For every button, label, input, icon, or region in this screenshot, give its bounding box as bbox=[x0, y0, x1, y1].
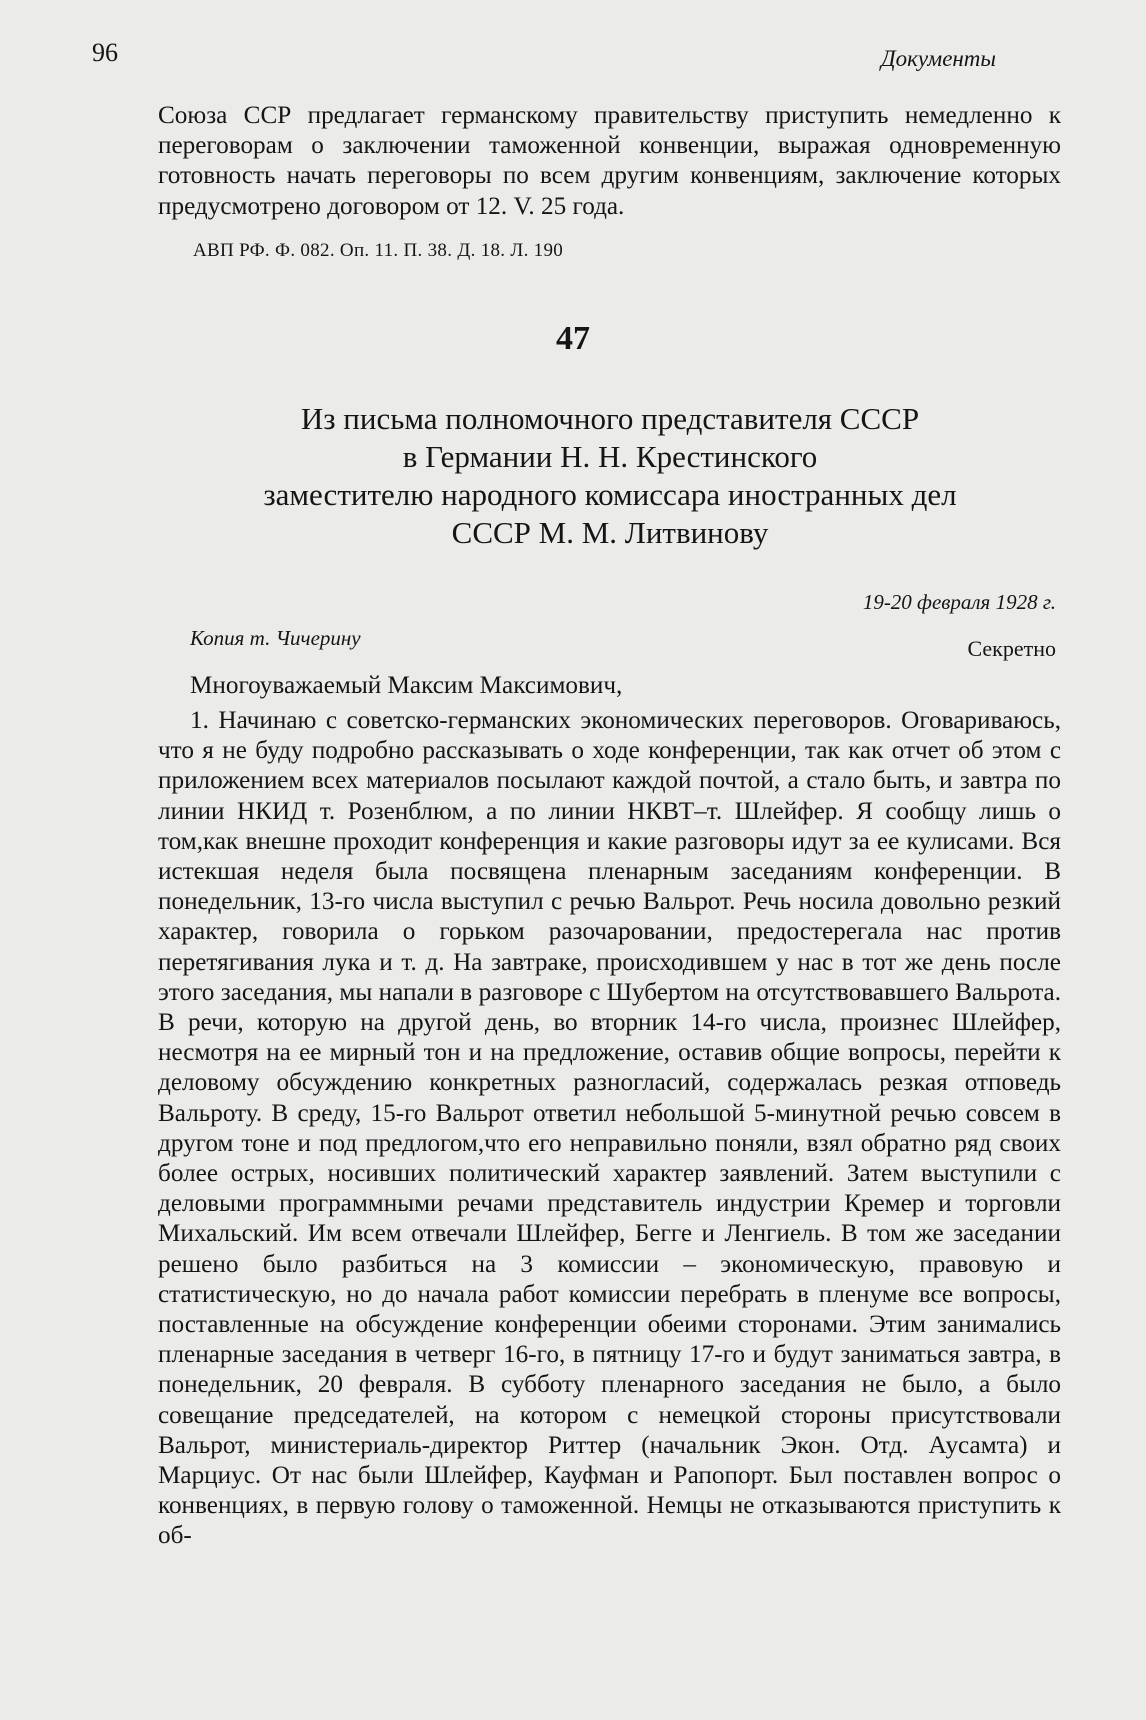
letter-body-paragraph: 1. Начинаю с советско-германских экономических переговоров. Оговариваюсь, что я не буду подробно рассказывать о ходе конференции, так как отчет об этом с приложением всех материалов посылают каждой почтой, а стало быть, и завтра по линии НКИД т. Розенблюм, а по линии НКВТ–т. Шлейфер. Я сообщу лишь о том,как внешне проходит конференция и какие разговоры идут за ее кулисами. Вся истекшая неделя была посвящена пленарным заседаниям конференции. В понедельник, 13-го числа выступил с речью Вальрот. Речь носила довольно резкий характер, говорила о горьком разочаровании, предостерегала нас против перетягивания лука и т. д. На завтраке, происходившем у нас в тот же день после этого заседания, мы напали в разговоре с Шубертом на отсутствовавшего Вальрота. В речи, которую на другой день, во вторник 14-го числа, произнес Шлейфер, несмотря на ее мирный тон и на предложение, оставив общие вопросы, перейти к деловому обсуждению конкретных разногласий, содержалась резкая отповедь Вальроту. В среду, 15-го Вальрот ответил небольшой 5-минутной речью совсем в другом тоне и под предлогом,что его неправильно поняли, взял обратно ряд своих более острых, носивших политический характер заявлений. Затем выступили с деловыми программными речами представитель индустрии Кремер и торговли Михальский. Им всем отвечали Шлейфер, Бегге и Ленгиель. В том же заседании решено было разбиться на 3 комиссии – экономическую, правовую и статистическую, но до начала работ комиссии перебрать в пленуме все вопросы, поставленные на обсуждение конференции обеими сторонами. Этим занимались пленарные заседания в четверг 16-го, в пятницу 17-го и будут заниматься завтра, в понедельник, 20 февраля. В субботу пленарного заседания не было, а было совещание председателей, на котором с немецкой стороны присутствовали Вальрот, министериаль-директор Риттер (начальник Экон. Отд. Аусамта) и Марциус. От нас были Шлейфер, Кауфман и Рапопорт. Был поставлен вопрос о конвенциях, в первую голову о таможенной. Немцы не отказываются приступить к об- bbox=[158, 707, 1061, 1550]
document-title bbox=[150, 400, 1070, 552]
archive-reference: АВП РФ. Ф. 082. Оп. 11. П. 38. Д. 18. Л. 190 bbox=[193, 240, 564, 261]
salutation: Многоуважаемый Максим Максимович, bbox=[190, 672, 623, 699]
running-head: Документы bbox=[880, 46, 996, 71]
document-title-line: заместителю народного комиссара иностранных дел bbox=[263, 477, 957, 512]
classification-label: Секретно bbox=[967, 636, 1056, 661]
page-number: 96 bbox=[92, 38, 118, 67]
document-title-line: СССР М. М. Литвинову bbox=[451, 515, 769, 550]
copy-note: Копия т. Чичерину bbox=[190, 626, 361, 650]
letter-body bbox=[158, 706, 1061, 1552]
previous-document-paragraph: Союза ССР предлагает германскому правительству приступить немедленно к переговорам о заключении таможенной конвенции, выражая одновременную готовность начать переговоры по всем другим конвенциям, заключение которых предусмотрено договором от 12. V. 25 года. bbox=[158, 102, 1061, 220]
document-title-line: в Германии Н. Н. Крестинского bbox=[402, 439, 818, 474]
previous-document-text-block bbox=[158, 101, 1061, 222]
document-number: 47 bbox=[556, 320, 590, 357]
document-title-line: Из письма полномочного представителя СССР bbox=[300, 401, 920, 436]
document-date: 19-20 февраля 1928 г. bbox=[862, 590, 1056, 614]
